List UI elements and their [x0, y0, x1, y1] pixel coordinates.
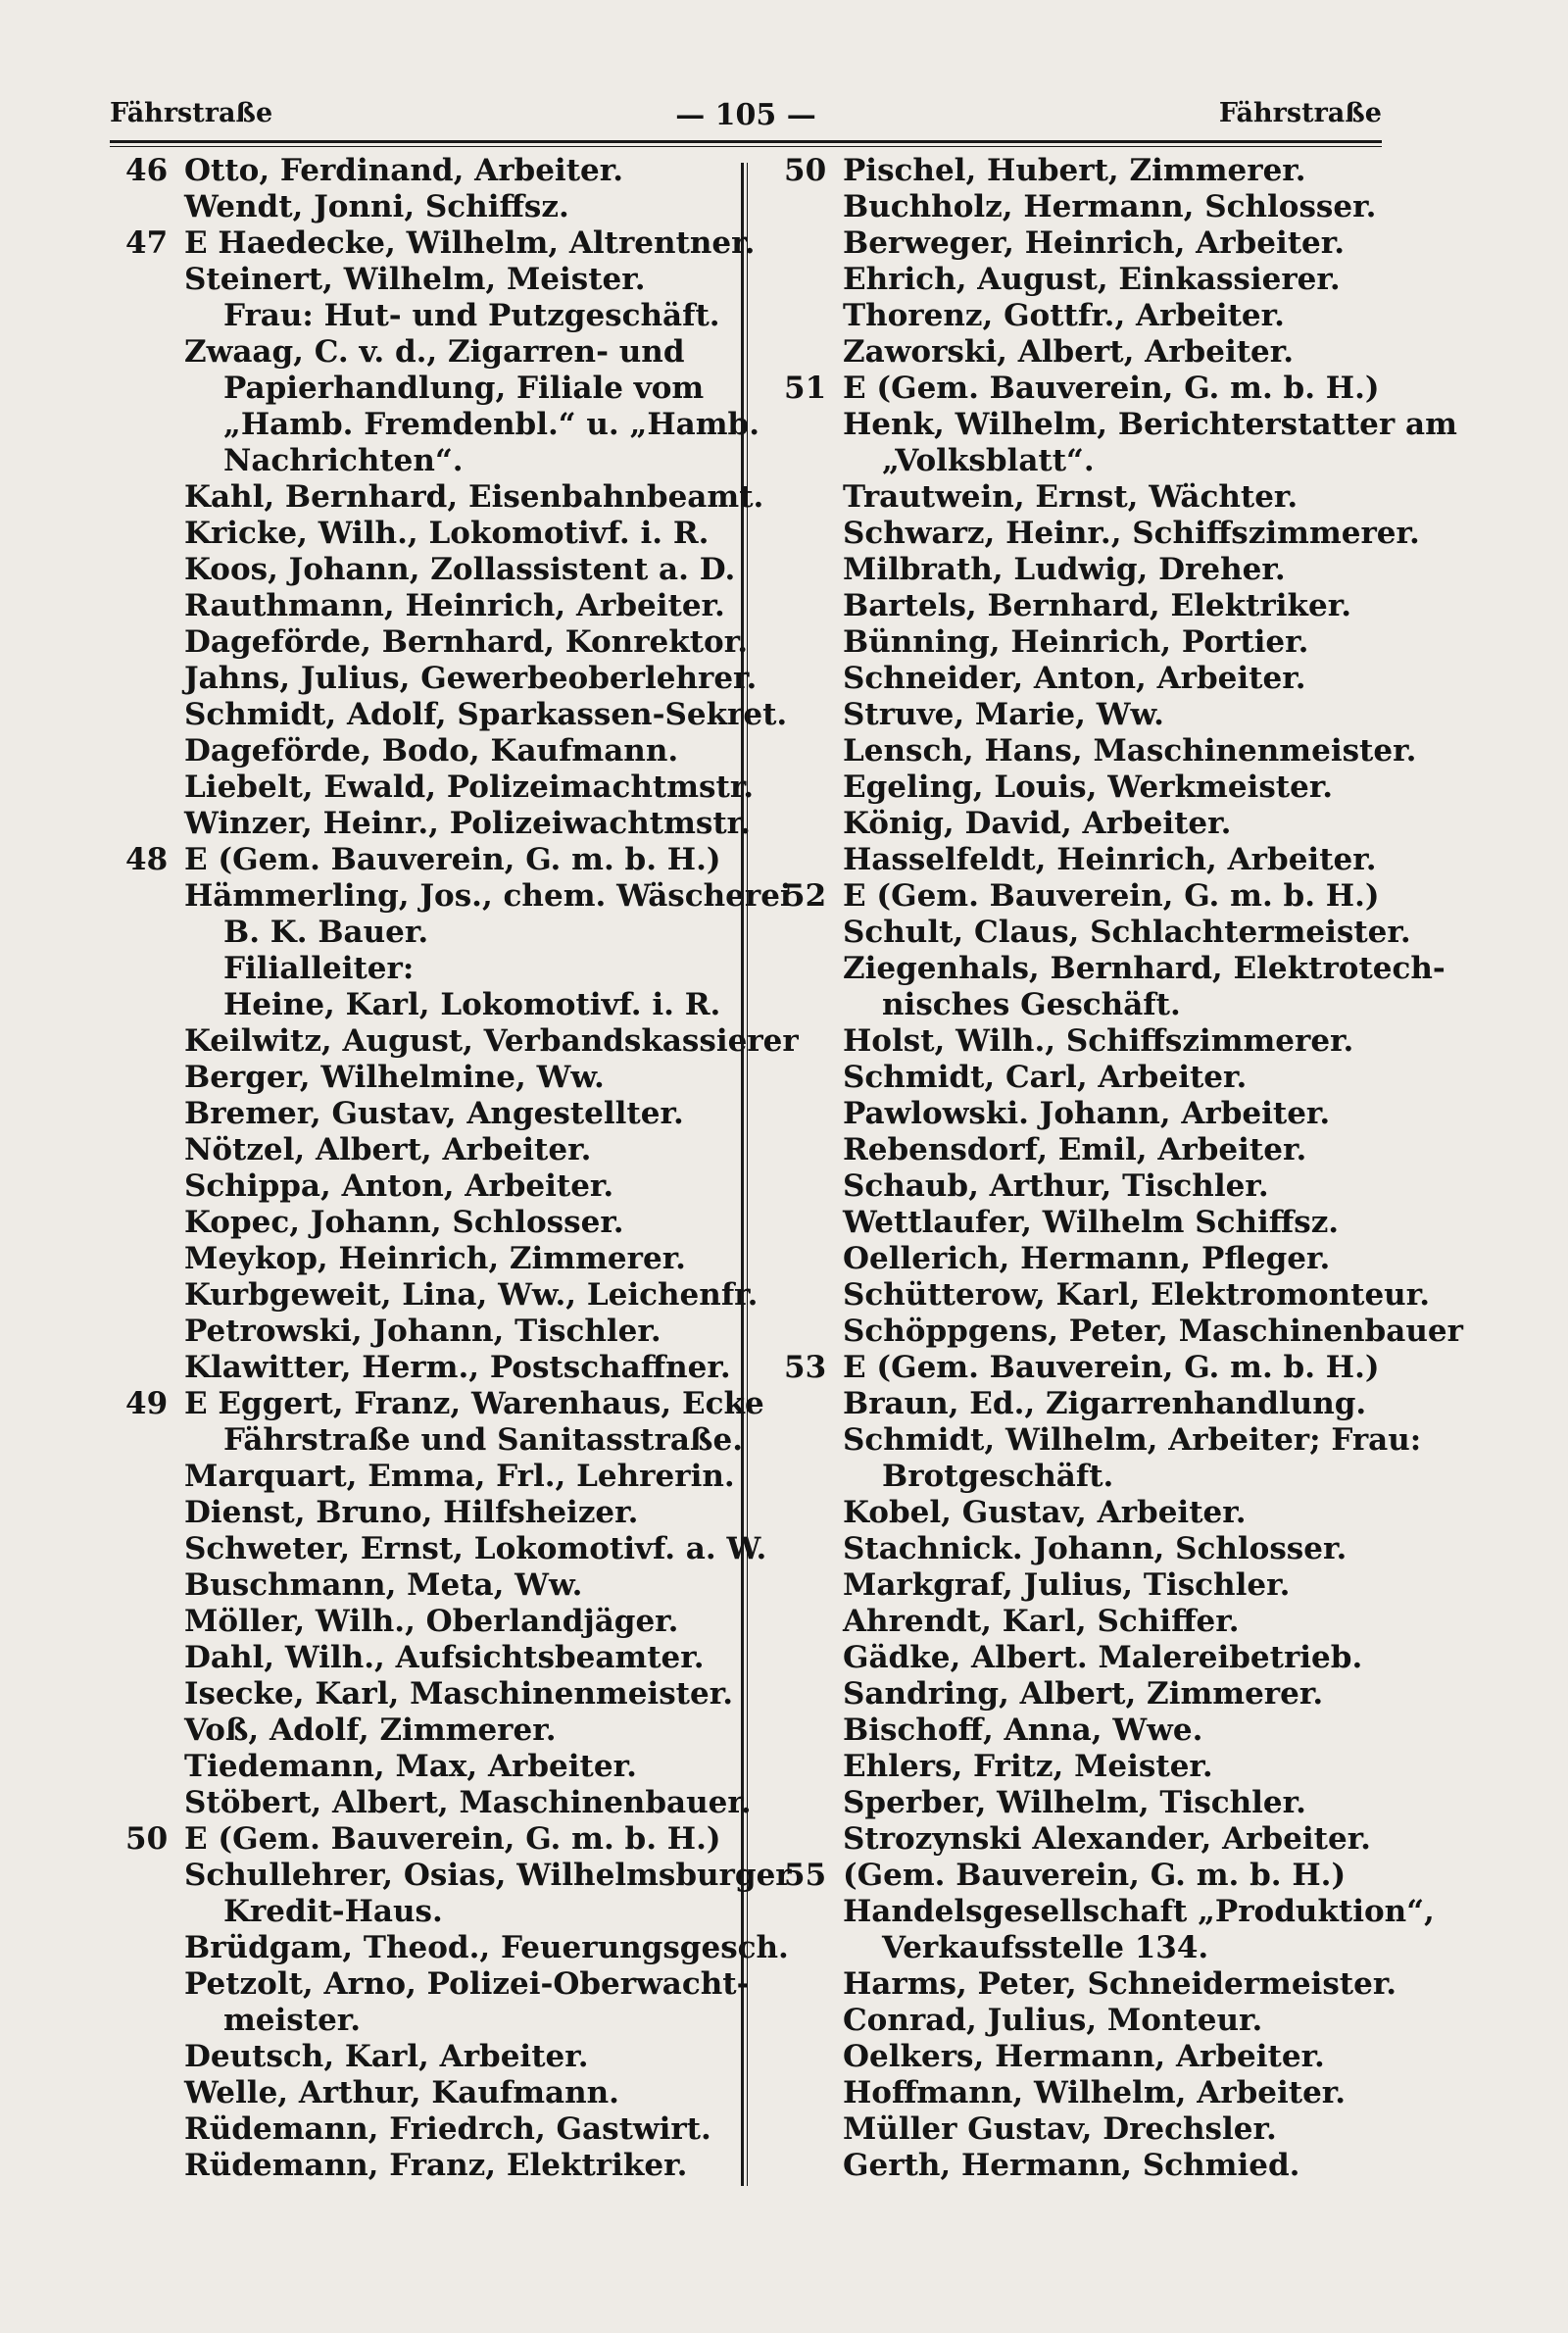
entry-text: „Hamb. Fremdenbl.“ u. „Hamb.	[223, 407, 760, 442]
directory-entry	[784, 1604, 1431, 1640]
directory-entry	[125, 588, 733, 624]
page-header	[110, 94, 1382, 141]
entry-text: „Volksblatt“.	[882, 443, 1095, 478]
directory-entry	[125, 443, 733, 479]
entry-text: Dageförde, Bodo, Kaufmann.	[184, 733, 679, 769]
house-number: 55	[784, 1858, 827, 1893]
directory-entry	[125, 298, 733, 334]
directory-entry	[125, 1894, 733, 1930]
directory-entry	[784, 1060, 1431, 1096]
directory-entry	[125, 987, 733, 1023]
entry-text: (Gem. Bauverein, G. m. b. H.)	[843, 1858, 1347, 1893]
directory-entry	[125, 1749, 733, 1785]
entry-text: Ziegenhals, Bernhard, Elektrotech-	[843, 951, 1446, 986]
directory-entry	[125, 1713, 733, 1749]
header-rule-thin	[110, 146, 1382, 147]
directory-entry	[125, 1277, 759, 1314]
entry-text: Dahl, Wilh., Aufsichtsbeamter.	[184, 1640, 705, 1675]
directory-entry	[125, 915, 733, 951]
entry-text: Pawlowski. Johann, Arbeiter.	[843, 1096, 1331, 1131]
directory-entry	[125, 1495, 733, 1531]
entry-text: Schmidt, Carl, Arbeiter.	[843, 1060, 1248, 1095]
entry-text: Berger, Wilhelmine, Ww.	[184, 1060, 605, 1095]
directory-entry	[784, 2111, 1431, 2148]
entry-text: Pischel, Hubert, Zimmerer.	[843, 153, 1306, 188]
entry-text: Buchholz, Hermann, Schlosser.	[843, 189, 1377, 224]
entry-text: E (Gem. Bauverein, G. m. b. H.)	[184, 842, 721, 877]
directory-entry	[784, 806, 1431, 842]
entry-text: Handelsgesellschaft „Produktion“,	[843, 1894, 1435, 1929]
directory-entry	[784, 298, 1431, 334]
directory-entry	[125, 769, 755, 806]
entry-text: Petzolt, Arno, Polizei-Oberwacht-	[184, 1966, 750, 2002]
right-column	[784, 153, 1463, 2184]
directory-entry	[784, 189, 1431, 225]
entry-text: Rebensdorf, Emil, Arbeiter.	[843, 1132, 1307, 1167]
directory-entry	[125, 733, 733, 769]
house-number: 51	[784, 371, 827, 406]
directory-entry	[125, 951, 733, 987]
house-number: 52	[784, 878, 827, 914]
entry-text: Heine, Karl, Lokomotivf. i. R.	[223, 987, 721, 1022]
directory-entry	[784, 1205, 1431, 1241]
entry-text: Schippa, Anton, Arbeiter.	[184, 1168, 614, 1204]
directory-entry	[784, 153, 1431, 189]
directory-entry	[125, 842, 733, 878]
entry-text: Tiedemann, Max, Arbeiter.	[184, 1749, 637, 1784]
entry-text: E (Gem. Bauverein, G. m. b. H.)	[843, 371, 1380, 406]
directory-entry	[784, 1640, 1431, 1676]
header-rule	[110, 140, 1382, 143]
directory-entry	[784, 1023, 1431, 1060]
directory-entry	[125, 1640, 733, 1676]
directory-entry	[784, 1132, 1431, 1168]
entry-text: Conrad, Julius, Monteur.	[843, 2003, 1263, 2038]
entry-text: Hämmerling, Jos., chem. Wäscherei	[184, 878, 792, 914]
entry-text: E Haedecke, Wilhelm, Altrentner.	[184, 225, 756, 261]
house-number: 50	[125, 1821, 169, 1857]
running-head-left: Fährstraße	[110, 98, 273, 128]
left-column	[125, 153, 799, 2184]
entry-text: Oellerich, Hermann, Pfleger.	[843, 1241, 1331, 1276]
directory-entry	[784, 1241, 1431, 1277]
entry-text: Müller Gustav, Drechsler.	[843, 2111, 1277, 2147]
house-number: 53	[784, 1350, 827, 1385]
entry-text: Meykop, Heinrich, Zimmerer.	[184, 1241, 686, 1276]
entry-text: Hoffmann, Wilhelm, Arbeiter.	[843, 2075, 1347, 2110]
entry-text: Rüdemann, Friedrch, Gastwirt.	[184, 2111, 711, 2147]
entry-text: Milbrath, Ludwig, Dreher.	[843, 552, 1286, 587]
entry-text: Sandring, Albert, Zimmerer.	[843, 1676, 1324, 1712]
house-number: 46	[125, 153, 169, 188]
directory-entry	[784, 1930, 1431, 1966]
house-number: 47	[125, 225, 169, 261]
directory-entry	[784, 1314, 1463, 1350]
entry-text: Möller, Wilh., Oberlandjäger.	[184, 1604, 679, 1639]
directory-entry	[784, 1459, 1431, 1495]
directory-entry	[125, 697, 788, 733]
directory-entry	[784, 1350, 1431, 1386]
directory-entry	[125, 1930, 789, 1966]
directory-entry	[784, 878, 1431, 915]
entry-text: Bünning, Heinrich, Portier.	[843, 624, 1309, 660]
entry-text: Henk, Wilhelm, Berichterstatter am	[843, 407, 1457, 442]
entry-text: Schullehrer, Osias, Wilhelmsburger	[184, 1858, 792, 1893]
directory-entry	[784, 2039, 1431, 2075]
directory-entry	[784, 479, 1431, 516]
directory-entry	[784, 1168, 1431, 1205]
entry-text: Petrowski, Johann, Tischler.	[184, 1314, 662, 1349]
entry-text: Stöbert, Albert, Maschinenbauer.	[184, 1785, 752, 1820]
entry-text: Bartels, Bernhard, Elektriker.	[843, 588, 1352, 623]
directory-entry	[784, 1785, 1431, 1821]
entry-text: Egeling, Louis, Werkmeister.	[843, 769, 1334, 805]
entry-text: E Eggert, Franz, Warenhaus, Ecke	[184, 1386, 764, 1421]
directory-entry	[784, 1567, 1431, 1604]
directory-entry	[784, 443, 1431, 479]
directory-entry	[784, 1713, 1431, 1749]
entry-text: Klawitter, Herm., Postschaffner.	[184, 1350, 731, 1385]
directory-entry	[784, 1676, 1431, 1713]
entry-text: Schult, Claus, Schlachtermeister.	[843, 915, 1411, 950]
entry-text: Schmidt, Adolf, Sparkassen-Sekret.	[184, 697, 788, 732]
directory-entry	[784, 1422, 1431, 1459]
entry-text: Voß, Adolf, Zimmerer.	[184, 1713, 557, 1748]
directory-entry	[784, 588, 1431, 624]
entry-text: Rauthmann, Heinrich, Arbeiter.	[184, 588, 725, 623]
directory-entry	[125, 624, 748, 661]
entry-text: König, David, Arbeiter.	[843, 806, 1232, 841]
directory-entry	[125, 1459, 733, 1495]
directory-entry	[125, 1350, 733, 1386]
directory-entry	[125, 407, 760, 443]
directory-entry	[784, 769, 1431, 806]
entry-text: Fährstraße und Sanitasstraße.	[223, 1422, 743, 1458]
house-number: 48	[125, 842, 169, 877]
directory-entry	[784, 1821, 1431, 1858]
directory-entry	[125, 153, 733, 189]
entry-text: Kobel, Gustav, Arbeiter.	[843, 1495, 1247, 1530]
directory-entry	[125, 516, 733, 552]
directory-entry	[784, 1495, 1431, 1531]
entry-text: Thorenz, Gottfr., Arbeiter.	[843, 298, 1285, 333]
directory-entry	[784, 624, 1431, 661]
page-number: — 105 —	[675, 98, 816, 132]
entry-text: Harms, Peter, Schneidermeister.	[843, 1966, 1397, 2002]
directory-entry	[784, 733, 1431, 769]
directory-entry	[784, 2003, 1431, 2039]
directory-entry	[784, 552, 1431, 588]
directory-entry	[784, 951, 1446, 987]
directory-entry	[125, 225, 756, 262]
entry-text: Jahns, Julius, Gewerbeoberlehrer.	[184, 661, 758, 696]
house-number: 49	[125, 1386, 169, 1421]
directory-entry	[784, 1894, 1435, 1930]
entry-text: Deutsch, Karl, Arbeiter.	[184, 2039, 589, 2074]
entry-text: Bremer, Gustav, Angestellter.	[184, 1096, 684, 1131]
entry-text: Schweter, Ernst, Lokomotivf. a. W.	[184, 1531, 767, 1566]
directory-entry	[125, 262, 733, 298]
entry-text: Verkaufsstelle 134.	[882, 1930, 1209, 1965]
directory-entry	[125, 1785, 752, 1821]
directory-entry	[784, 2148, 1431, 2184]
directory-entry	[784, 371, 1431, 407]
entry-text: Keilwitz, August, Verbandskassierer	[184, 1023, 799, 1059]
entry-text: Marquart, Emma, Frl., Lehrerin.	[184, 1459, 735, 1494]
directory-entry	[784, 661, 1431, 697]
entry-text: nisches Geschäft.	[882, 987, 1181, 1022]
entry-text: Rüdemann, Franz, Elektriker.	[184, 2148, 688, 2183]
directory-entry	[125, 334, 733, 371]
entry-text: Schütterow, Karl, Elektromonteur.	[843, 1277, 1430, 1313]
entry-text: Liebelt, Ewald, Polizeimachtmstr.	[184, 769, 755, 805]
directory-entry	[125, 1821, 733, 1858]
entry-text: Isecke, Karl, Maschinenmeister.	[184, 1676, 733, 1712]
entry-text: Kahl, Bernhard, Eisenbahnbeamt.	[184, 479, 764, 515]
directory-entry	[784, 915, 1431, 951]
directory-entry	[125, 1205, 733, 1241]
entry-text: Koos, Johann, Zollassistent a. D.	[184, 552, 736, 587]
house-number: 50	[784, 153, 827, 188]
entry-text: Gädke, Albert. Malereibetrieb.	[843, 1640, 1363, 1675]
entry-text: Holst, Wilh., Schiffszimmerer.	[843, 1023, 1354, 1059]
directory-entry	[784, 1277, 1431, 1314]
directory-entry	[125, 1386, 764, 1422]
entry-text: Ahrendt, Karl, Schiffer.	[843, 1604, 1240, 1639]
entry-text: Buschmann, Meta, Ww.	[184, 1567, 583, 1603]
entry-text: Frau: Hut- und Putzgeschäft.	[223, 298, 720, 333]
entry-text: E (Gem. Bauverein, G. m. b. H.)	[184, 1821, 721, 1857]
directory-entry	[125, 1060, 733, 1096]
entry-text: Stachnick. Johann, Schlosser.	[843, 1531, 1348, 1566]
entry-text: Dageförde, Bernhard, Konrektor.	[184, 624, 748, 660]
entry-text: Bischoff, Anna, Wwe.	[843, 1713, 1203, 1748]
entry-text: Wendt, Jonni, Schiffsz.	[184, 189, 569, 224]
directory-entry	[784, 262, 1431, 298]
directory-entry	[125, 661, 758, 697]
entry-text: Otto, Ferdinand, Arbeiter.	[184, 153, 624, 188]
directory-entry	[784, 407, 1457, 443]
entry-text: Schmidt, Wilhelm, Arbeiter; Frau:	[843, 1422, 1422, 1458]
directory-entry	[125, 189, 733, 225]
directory-entry	[125, 2148, 733, 2184]
directory-entry	[125, 1422, 743, 1459]
directory-entry	[125, 1168, 733, 1205]
directory-entry	[125, 2039, 733, 2075]
entry-text: Hasselfeldt, Heinrich, Arbeiter.	[843, 842, 1377, 877]
directory-entry	[125, 552, 736, 588]
entry-text: E (Gem. Bauverein, G. m. b. H.)	[843, 878, 1380, 914]
entry-text: Kopec, Johann, Schlosser.	[184, 1205, 624, 1240]
directory-entry	[125, 1858, 792, 1894]
entry-text: Lensch, Hans, Maschinenmeister.	[843, 733, 1417, 769]
entry-text: Sperber, Wilhelm, Tischler.	[843, 1785, 1306, 1820]
directory-entry	[125, 878, 792, 915]
directory-entry	[125, 1531, 767, 1567]
entry-text: Schwarz, Heinr., Schiffszimmerer.	[843, 516, 1420, 551]
entry-text: Schöppgens, Peter, Maschinenbauer	[843, 1314, 1463, 1349]
entry-text: Brotgeschäft.	[882, 1459, 1114, 1494]
entry-text: Zaworski, Albert, Arbeiter.	[843, 334, 1295, 370]
entry-text: Strozynski Alexander, Arbeiter.	[843, 1821, 1371, 1857]
entry-text: Dienst, Bruno, Hilfsheizer.	[184, 1495, 639, 1530]
directory-entry	[125, 2075, 733, 2111]
entry-text: Braun, Ed., Zigarrenhandlung.	[843, 1386, 1367, 1421]
entry-text: Schneider, Anton, Arbeiter.	[843, 661, 1306, 696]
directory-entry	[784, 225, 1431, 262]
directory-entry	[784, 1386, 1431, 1422]
directory-entry	[125, 806, 751, 842]
entry-text: meister.	[223, 2003, 362, 2038]
directory-entry	[125, 1314, 733, 1350]
entry-text: Kurbgeweit, Lina, Ww., Leichenfr.	[184, 1277, 759, 1313]
entry-text: Markgraf, Julius, Tischler.	[843, 1567, 1291, 1603]
directory-entry	[784, 2075, 1431, 2111]
entry-text: Kricke, Wilh., Lokomotivf. i. R.	[184, 516, 710, 551]
directory-entry	[784, 697, 1431, 733]
entry-text: Steinert, Wilhelm, Meister.	[184, 262, 646, 297]
directory-entry	[784, 1749, 1431, 1785]
entry-text: Brüdgam, Theod., Feuerungsgesch.	[184, 1930, 789, 1965]
entry-text: Ehrich, August, Einkassierer.	[843, 262, 1341, 297]
entry-text: Schaub, Arthur, Tischler.	[843, 1168, 1269, 1204]
entry-text: Wettlaufer, Wilhelm Schiffsz.	[843, 1205, 1340, 1240]
directory-entry	[784, 1858, 1431, 1894]
directory-entry	[125, 479, 764, 516]
directory-entry	[125, 2111, 733, 2148]
entry-text: Winzer, Heinr., Polizeiwachtmstr.	[184, 806, 751, 841]
entry-text: Berweger, Heinrich, Arbeiter.	[843, 225, 1346, 261]
entry-text: Filialleiter:	[223, 951, 415, 986]
directory-entry	[784, 1096, 1431, 1132]
directory-entry	[784, 1531, 1431, 1567]
directory-entry	[784, 516, 1431, 552]
entry-text: Oelkers, Hermann, Arbeiter.	[843, 2039, 1325, 2074]
entry-text: Trautwein, Ernst, Wächter.	[843, 479, 1298, 515]
entry-text: Zwaag, C. v. d., Zigarren- und	[184, 334, 685, 370]
entry-text: Nachrichten“.	[223, 443, 464, 478]
directory-entry	[784, 842, 1431, 878]
directory-entry	[125, 1132, 733, 1168]
directory-entry	[125, 1241, 733, 1277]
directory-entry	[784, 334, 1431, 371]
directory-entry	[125, 1096, 733, 1132]
running-head-right: Fährstraße	[1218, 98, 1382, 128]
directory-entry	[125, 2003, 733, 2039]
entry-text: Kredit-Haus.	[223, 1894, 443, 1929]
directory-entry	[125, 1604, 733, 1640]
directory-entry	[784, 987, 1431, 1023]
entry-text: E (Gem. Bauverein, G. m. b. H.)	[843, 1350, 1380, 1385]
entry-text: Welle, Arthur, Kaufmann.	[184, 2075, 619, 2110]
directory-entry	[125, 1567, 733, 1604]
entry-text: Ehlers, Fritz, Meister.	[843, 1749, 1213, 1784]
entry-text: Gerth, Hermann, Schmied.	[843, 2148, 1300, 2183]
directory-entry	[125, 371, 733, 407]
entry-text: Nötzel, Albert, Arbeiter.	[184, 1132, 592, 1167]
directory-entry	[125, 1676, 733, 1713]
directory-entry	[784, 1966, 1431, 2003]
directory-entry	[125, 1023, 799, 1060]
entry-text: B. K. Bauer.	[223, 915, 429, 950]
entry-text: Struve, Marie, Ww.	[843, 697, 1164, 732]
directory-entry	[125, 1966, 750, 2003]
entry-text: Papierhandlung, Filiale vom	[223, 371, 705, 406]
